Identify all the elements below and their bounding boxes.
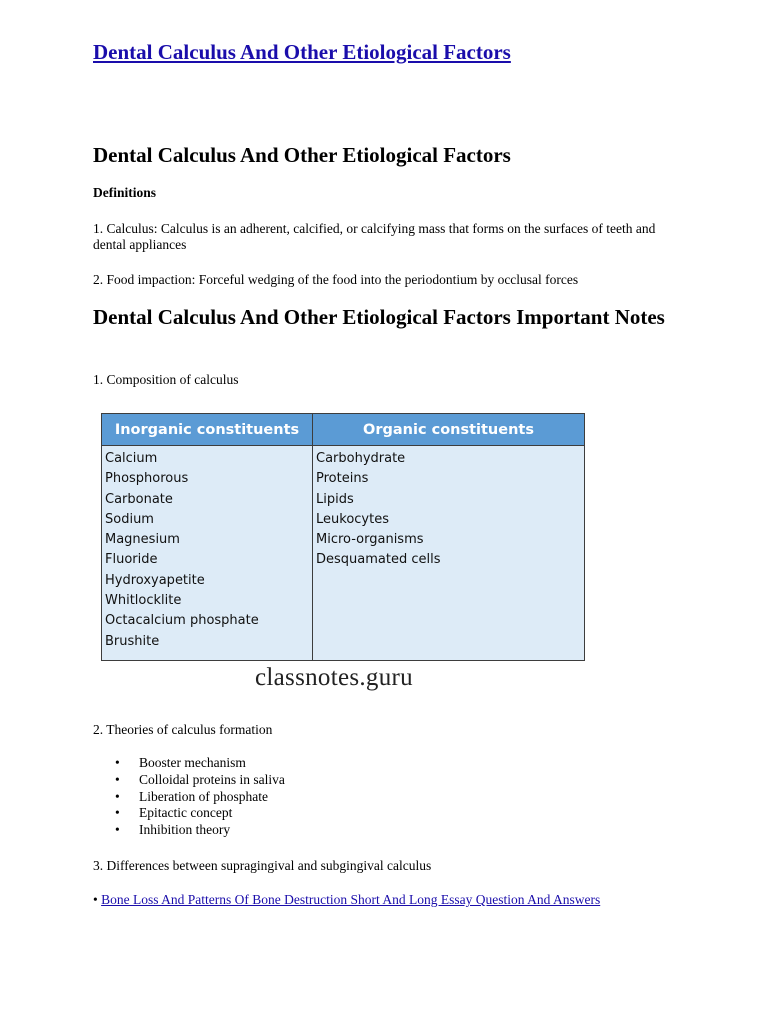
organic-item: Carbohydrate [316, 451, 406, 466]
organic-item: Desquamated cells [316, 552, 441, 568]
inorganic-item: Sodium [105, 511, 154, 527]
page-title: Dental Calculus And Other Etiological Factors [93, 143, 511, 167]
related-article [93, 891, 653, 908]
inorganic-item: Carbonate [105, 491, 173, 507]
note-theories: 2. Theories of calculus formation [93, 722, 273, 737]
list-item [93, 805, 285, 822]
definition-food-impaction: 2. Food impaction: Forceful wedging of the food into the periodontium by occlusal forces [93, 272, 579, 287]
inorganic-item: Brushite [105, 633, 160, 649]
definitions-heading: Definitions [93, 185, 157, 200]
list-item [93, 755, 285, 772]
inorganic-column [102, 446, 313, 661]
bullet-icon: • [115, 805, 120, 821]
bullet-icon: • [115, 771, 120, 787]
list-item-label: Epitactic concept [139, 805, 233, 821]
inorganic-item: Calcium [105, 451, 158, 466]
list-item-label: Booster mechanism [139, 755, 246, 770]
list-item [93, 789, 285, 806]
list-item-label: Liberation of phosphate [139, 788, 268, 804]
inorganic-item: Magnesium [105, 532, 180, 548]
definition-calculus: 1. Calculus: Calculus is an adherent, calcified, or calcifying mass that forms on the surfaces of teeth and dental appliances [93, 221, 656, 252]
inorganic-item: Whitlocklite [105, 593, 182, 609]
list-item-label: Colloidal proteins in saliva [139, 771, 285, 787]
bullet-icon: • [115, 755, 120, 770]
organic-item: Proteins [316, 471, 369, 487]
organic-item: Leukocytes [316, 511, 389, 527]
article-title-link[interactable]: Dental Calculus And Other Etiological Factors [93, 40, 511, 64]
bullet-icon: • [93, 892, 98, 907]
classnotes-watermark: classnotes.guru [255, 664, 413, 691]
note-composition: 1. Composition of calculus [93, 372, 239, 387]
list-item [93, 772, 285, 789]
theories-list [93, 755, 285, 839]
important-notes-heading: Dental Calculus And Other Etiological Factors Important Notes [93, 305, 665, 329]
composition-table-image [101, 413, 585, 661]
list-item-label: Inhibition theory [139, 822, 231, 838]
related-article-link[interactable]: Bone Loss And Patterns Of Bone Destruction Short And Long Essay Question And Answers [101, 892, 601, 907]
table-header-organic: Organic constituents [313, 414, 585, 446]
list-item [93, 822, 285, 839]
composition-table [101, 413, 585, 661]
inorganic-item: Phosphorous [105, 471, 189, 487]
table-header-inorganic: Inorganic constituents [102, 414, 313, 446]
organic-item: Micro-organisms [316, 532, 424, 548]
bullet-icon: • [115, 822, 120, 838]
bullet-icon: • [115, 788, 120, 804]
inorganic-item: Fluoride [105, 552, 158, 568]
note-differences: 3. Differences between supragingival and subgingival calculus [93, 858, 432, 873]
inorganic-item: Hydroxyapetite [105, 572, 205, 588]
organic-item: Lipids [316, 491, 354, 507]
organic-column [313, 446, 585, 661]
inorganic-item: Octacalcium phosphate [105, 613, 259, 629]
